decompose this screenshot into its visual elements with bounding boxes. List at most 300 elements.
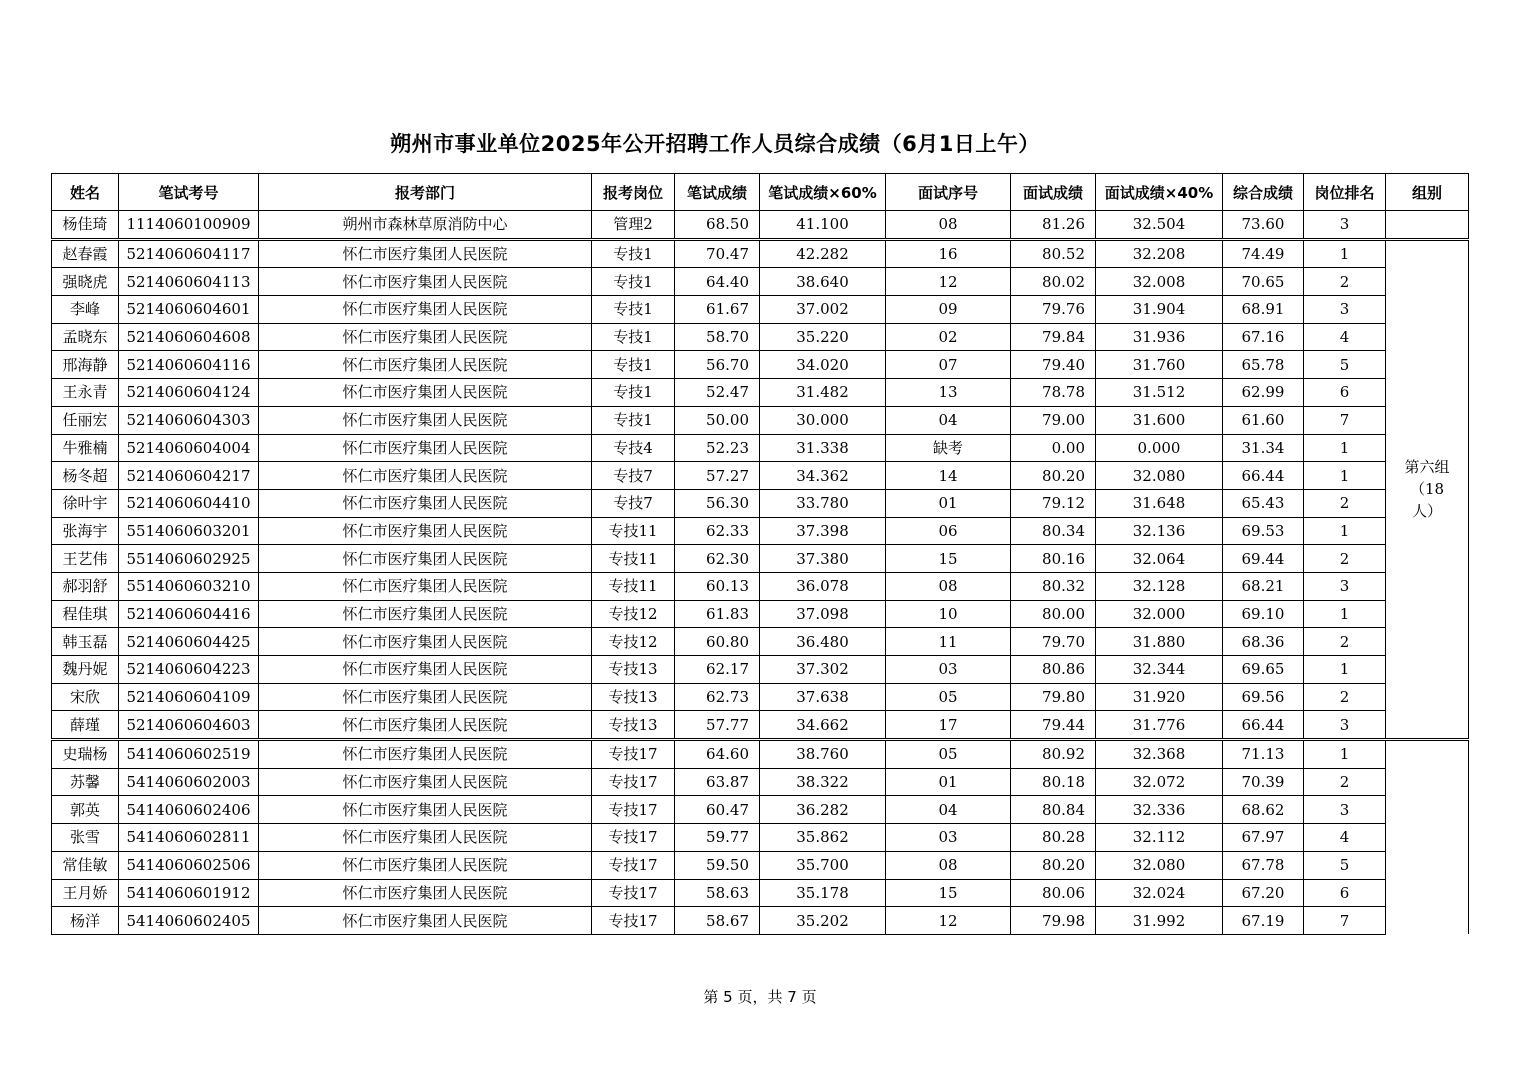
table-row xyxy=(52,379,1469,407)
interview-score-cell: 79.84 xyxy=(1011,323,1096,351)
department-cell: 怀仁市医疗集团人民医院 xyxy=(259,600,592,628)
name-cell: 赵春霞 xyxy=(52,239,119,268)
post-cell: 专技1 xyxy=(592,379,675,407)
rank-cell: 5 xyxy=(1304,351,1386,379)
post-cell: 专技17 xyxy=(592,851,675,879)
post-cell: 专技17 xyxy=(592,768,675,796)
interview-seq-cell: 13 xyxy=(886,379,1011,407)
post-cell: 专技17 xyxy=(592,796,675,824)
exam-id-cell: 5214060604416 xyxy=(119,600,259,628)
total-score-cell: 70.65 xyxy=(1223,268,1304,296)
post-cell: 专技4 xyxy=(592,434,675,462)
rank-cell: 1 xyxy=(1304,462,1386,490)
table-row xyxy=(52,740,1469,769)
post-cell: 专技11 xyxy=(592,572,675,600)
name-cell: 郝羽舒 xyxy=(52,572,119,600)
exam-id-cell: 5214060604303 xyxy=(119,406,259,434)
written-weighted-cell: 35.220 xyxy=(760,323,886,351)
interview-score-cell: 80.86 xyxy=(1011,656,1096,684)
post-cell: 专技1 xyxy=(592,323,675,351)
name-cell: 杨冬超 xyxy=(52,462,119,490)
department-cell: 怀仁市医疗集团人民医院 xyxy=(259,323,592,351)
interview-weighted-cell: 32.008 xyxy=(1096,268,1223,296)
post-cell: 专技17 xyxy=(592,824,675,852)
written-score-cell: 58.63 xyxy=(675,879,760,907)
interview-weighted-cell: 31.904 xyxy=(1096,296,1223,324)
total-score-cell: 67.78 xyxy=(1223,851,1304,879)
total-score-cell: 68.36 xyxy=(1223,628,1304,656)
rank-cell: 5 xyxy=(1304,851,1386,879)
rank-cell: 2 xyxy=(1304,268,1386,296)
rank-cell: 2 xyxy=(1304,768,1386,796)
interview-score-cell: 80.84 xyxy=(1011,796,1096,824)
written-score-cell: 68.50 xyxy=(675,211,760,240)
interview-seq-cell: 08 xyxy=(886,572,1011,600)
post-cell: 专技17 xyxy=(592,879,675,907)
interview-seq-cell: 15 xyxy=(886,879,1011,907)
department-cell: 怀仁市医疗集团人民医院 xyxy=(259,656,592,684)
interview-weighted-cell: 32.504 xyxy=(1096,211,1223,240)
total-score-cell: 67.20 xyxy=(1223,879,1304,907)
name-cell: 王永青 xyxy=(52,379,119,407)
name-cell: 张雪 xyxy=(52,824,119,852)
written-score-cell: 60.47 xyxy=(675,796,760,824)
total-score-cell: 74.49 xyxy=(1223,239,1304,268)
department-cell: 怀仁市医疗集团人民医院 xyxy=(259,545,592,573)
table-row xyxy=(52,489,1469,517)
department-cell: 怀仁市医疗集团人民医院 xyxy=(259,489,592,517)
interview-weighted-cell: 31.600 xyxy=(1096,406,1223,434)
interview-seq-cell: 02 xyxy=(886,323,1011,351)
department-cell: 怀仁市医疗集团人民医院 xyxy=(259,907,592,935)
rank-cell: 7 xyxy=(1304,406,1386,434)
exam-id-cell: 5414060602406 xyxy=(119,796,259,824)
written-score-cell: 59.50 xyxy=(675,851,760,879)
interview-score-cell: 80.92 xyxy=(1011,740,1096,769)
department-cell: 怀仁市医疗集团人民医院 xyxy=(259,768,592,796)
name-cell: 杨洋 xyxy=(52,907,119,935)
written-score-cell: 62.73 xyxy=(675,683,760,711)
written-score-cell: 70.47 xyxy=(675,239,760,268)
department-cell: 怀仁市医疗集团人民医院 xyxy=(259,711,592,740)
exam-id-cell: 5214060604425 xyxy=(119,628,259,656)
total-score-cell: 68.62 xyxy=(1223,796,1304,824)
exam-id-cell: 5214060604113 xyxy=(119,268,259,296)
interview-weighted-cell: 32.128 xyxy=(1096,572,1223,600)
table-row xyxy=(52,851,1469,879)
interview-seq-cell: 07 xyxy=(886,351,1011,379)
interview-score-cell: 78.78 xyxy=(1011,379,1096,407)
table-row xyxy=(52,572,1469,600)
name-cell: 薛瑾 xyxy=(52,711,119,740)
written-score-cell: 50.00 xyxy=(675,406,760,434)
table-row xyxy=(52,434,1469,462)
interview-seq-cell: 03 xyxy=(886,656,1011,684)
written-score-cell: 62.30 xyxy=(675,545,760,573)
name-cell: 王月娇 xyxy=(52,879,119,907)
post-cell: 专技1 xyxy=(592,296,675,324)
header-post-rank: 岗位排名 xyxy=(1304,174,1386,211)
name-cell: 程佳琪 xyxy=(52,600,119,628)
post-cell: 专技12 xyxy=(592,628,675,656)
post-cell: 专技1 xyxy=(592,406,675,434)
total-score-cell: 67.19 xyxy=(1223,907,1304,935)
written-score-cell: 61.83 xyxy=(675,600,760,628)
interview-weighted-cell: 31.512 xyxy=(1096,379,1223,407)
total-score-cell: 70.39 xyxy=(1223,768,1304,796)
group-label: 第六组（18人） xyxy=(1404,458,1450,521)
name-cell: 张海宇 xyxy=(52,517,119,545)
header-interview-score: 面试成绩 xyxy=(1011,174,1096,211)
written-weighted-cell: 37.380 xyxy=(760,545,886,573)
interview-score-cell: 79.76 xyxy=(1011,296,1096,324)
table-row xyxy=(52,711,1469,740)
rank-cell: 1 xyxy=(1304,740,1386,769)
name-cell: 强晓虎 xyxy=(52,268,119,296)
exam-id-cell: 5514060603210 xyxy=(119,572,259,600)
written-score-cell: 56.30 xyxy=(675,489,760,517)
department-cell: 怀仁市医疗集团人民医院 xyxy=(259,572,592,600)
interview-score-cell: 80.06 xyxy=(1011,879,1096,907)
written-weighted-cell: 38.760 xyxy=(760,740,886,769)
exam-id-cell: 5414060602519 xyxy=(119,740,259,769)
table-row xyxy=(52,462,1469,490)
written-weighted-cell: 37.302 xyxy=(760,656,886,684)
name-cell: 常佳敏 xyxy=(52,851,119,879)
rank-cell: 1 xyxy=(1304,517,1386,545)
interview-score-cell: 80.00 xyxy=(1011,600,1096,628)
rank-cell: 4 xyxy=(1304,323,1386,351)
total-score-cell: 65.43 xyxy=(1223,489,1304,517)
interview-seq-cell: 11 xyxy=(886,628,1011,656)
exam-id-cell: 5414060602811 xyxy=(119,824,259,852)
total-score-cell: 66.44 xyxy=(1223,462,1304,490)
interview-seq-cell: 缺考 xyxy=(886,434,1011,462)
rank-cell: 2 xyxy=(1304,683,1386,711)
interview-weighted-cell: 31.992 xyxy=(1096,907,1223,935)
name-cell: 杨佳琦 xyxy=(52,211,119,240)
exam-id-cell: 5214060604117 xyxy=(119,239,259,268)
table-row xyxy=(52,239,1469,268)
written-score-cell: 58.67 xyxy=(675,907,760,935)
table-row xyxy=(52,323,1469,351)
interview-score-cell: 79.70 xyxy=(1011,628,1096,656)
interview-score-cell: 79.12 xyxy=(1011,489,1096,517)
name-cell: 韩玉磊 xyxy=(52,628,119,656)
interview-score-cell: 80.20 xyxy=(1011,462,1096,490)
table-row xyxy=(52,796,1469,824)
interview-score-cell: 79.00 xyxy=(1011,406,1096,434)
interview-score-cell: 80.02 xyxy=(1011,268,1096,296)
total-score-cell: 65.78 xyxy=(1223,351,1304,379)
department-cell: 朔州市森林草原消防中心 xyxy=(259,211,592,240)
exam-id-cell: 5214060604217 xyxy=(119,462,259,490)
department-cell: 怀仁市医疗集团人民医院 xyxy=(259,268,592,296)
interview-weighted-cell: 31.880 xyxy=(1096,628,1223,656)
name-cell: 魏丹妮 xyxy=(52,656,119,684)
name-cell: 苏馨 xyxy=(52,768,119,796)
interview-score-cell: 81.26 xyxy=(1011,211,1096,240)
name-cell: 孟晓东 xyxy=(52,323,119,351)
total-score-cell: 62.99 xyxy=(1223,379,1304,407)
interview-score-cell: 80.20 xyxy=(1011,851,1096,879)
written-score-cell: 58.70 xyxy=(675,323,760,351)
table-row xyxy=(52,211,1469,240)
interview-seq-cell: 10 xyxy=(886,600,1011,628)
header-interview-weighted: 面试成绩×40% xyxy=(1096,174,1223,211)
interview-weighted-cell: 32.336 xyxy=(1096,796,1223,824)
exam-id-cell: 5514060602925 xyxy=(119,545,259,573)
interview-score-cell: 80.34 xyxy=(1011,517,1096,545)
exam-id-cell: 5214060604116 xyxy=(119,351,259,379)
interview-seq-cell: 12 xyxy=(886,268,1011,296)
exam-id-cell: 5214060604004 xyxy=(119,434,259,462)
page-title: 朔州市事业单位2025年公开招聘工作人员综合成绩（6月1日上午） xyxy=(390,132,1040,156)
interview-weighted-cell: 32.136 xyxy=(1096,517,1223,545)
name-cell: 牛雅楠 xyxy=(52,434,119,462)
interview-seq-cell: 01 xyxy=(886,489,1011,517)
written-weighted-cell: 42.282 xyxy=(760,239,886,268)
rank-cell: 3 xyxy=(1304,711,1386,740)
rank-cell: 2 xyxy=(1304,628,1386,656)
written-weighted-cell: 37.398 xyxy=(760,517,886,545)
group-cell-empty xyxy=(1386,211,1469,240)
interview-weighted-cell: 31.776 xyxy=(1096,711,1223,740)
post-cell: 专技17 xyxy=(592,740,675,769)
post-cell: 专技1 xyxy=(592,239,675,268)
written-score-cell: 52.47 xyxy=(675,379,760,407)
name-cell: 邢海静 xyxy=(52,351,119,379)
exam-id-cell: 1114060100909 xyxy=(119,211,259,240)
total-score-cell: 61.60 xyxy=(1223,406,1304,434)
written-weighted-cell: 34.362 xyxy=(760,462,886,490)
exam-id-cell: 5214060604223 xyxy=(119,656,259,684)
written-score-cell: 61.67 xyxy=(675,296,760,324)
interview-seq-cell: 16 xyxy=(886,239,1011,268)
interview-seq-cell: 14 xyxy=(886,462,1011,490)
exam-id-cell: 5214060604601 xyxy=(119,296,259,324)
header-name: 姓名 xyxy=(52,174,119,211)
written-weighted-cell: 33.780 xyxy=(760,489,886,517)
interview-score-cell: 79.80 xyxy=(1011,683,1096,711)
interview-seq-cell: 04 xyxy=(886,796,1011,824)
interview-weighted-cell: 31.936 xyxy=(1096,323,1223,351)
name-cell: 任丽宏 xyxy=(52,406,119,434)
name-cell: 宋欣 xyxy=(52,683,119,711)
department-cell: 怀仁市医疗集团人民医院 xyxy=(259,740,592,769)
total-score-cell: 73.60 xyxy=(1223,211,1304,240)
post-cell: 管理2 xyxy=(592,211,675,240)
post-cell: 专技11 xyxy=(592,545,675,573)
rank-cell: 1 xyxy=(1304,600,1386,628)
written-score-cell: 64.60 xyxy=(675,740,760,769)
interview-seq-cell: 05 xyxy=(886,683,1011,711)
department-cell: 怀仁市医疗集团人民医院 xyxy=(259,628,592,656)
post-cell: 专技1 xyxy=(592,351,675,379)
post-cell: 专技13 xyxy=(592,711,675,740)
group-cell-six xyxy=(1386,239,1469,739)
table-row xyxy=(52,824,1469,852)
interview-score-cell: 80.52 xyxy=(1011,239,1096,268)
interview-seq-cell: 08 xyxy=(886,211,1011,240)
interview-score-cell: 79.40 xyxy=(1011,351,1096,379)
interview-weighted-cell: 32.080 xyxy=(1096,462,1223,490)
interview-weighted-cell: 32.080 xyxy=(1096,851,1223,879)
table-row xyxy=(52,296,1469,324)
total-score-cell: 69.44 xyxy=(1223,545,1304,573)
interview-seq-cell: 08 xyxy=(886,851,1011,879)
post-cell: 专技17 xyxy=(592,907,675,935)
exam-id-cell: 5514060603201 xyxy=(119,517,259,545)
table-row xyxy=(52,656,1469,684)
header-exam-id: 笔试考号 xyxy=(119,174,259,211)
written-score-cell: 56.70 xyxy=(675,351,760,379)
group-cell-next xyxy=(1386,740,1469,935)
rank-cell: 2 xyxy=(1304,545,1386,573)
post-cell: 专技13 xyxy=(592,656,675,684)
exam-id-cell: 5214060604603 xyxy=(119,711,259,740)
scores-table xyxy=(51,173,1469,935)
header-interview-seq: 面试序号 xyxy=(886,174,1011,211)
written-score-cell: 60.13 xyxy=(675,572,760,600)
interview-seq-cell: 17 xyxy=(886,711,1011,740)
written-score-cell: 60.80 xyxy=(675,628,760,656)
table-body xyxy=(52,211,1469,935)
interview-seq-cell: 09 xyxy=(886,296,1011,324)
written-weighted-cell: 35.178 xyxy=(760,879,886,907)
rank-cell: 1 xyxy=(1304,656,1386,684)
name-cell: 徐叶宇 xyxy=(52,489,119,517)
total-score-cell: 68.91 xyxy=(1223,296,1304,324)
written-weighted-cell: 41.100 xyxy=(760,211,886,240)
written-weighted-cell: 38.322 xyxy=(760,768,886,796)
table-row xyxy=(52,768,1469,796)
interview-score-cell: 80.28 xyxy=(1011,824,1096,852)
rank-cell: 2 xyxy=(1304,489,1386,517)
interview-score-cell: 79.44 xyxy=(1011,711,1096,740)
rank-cell: 1 xyxy=(1304,434,1386,462)
department-cell: 怀仁市医疗集团人民医院 xyxy=(259,434,592,462)
post-cell: 专技7 xyxy=(592,489,675,517)
department-cell: 怀仁市医疗集团人民医院 xyxy=(259,296,592,324)
interview-weighted-cell: 32.344 xyxy=(1096,656,1223,684)
table-row xyxy=(52,683,1469,711)
total-score-cell: 67.16 xyxy=(1223,323,1304,351)
interview-seq-cell: 12 xyxy=(886,907,1011,935)
department-cell: 怀仁市医疗集团人民医院 xyxy=(259,351,592,379)
interview-score-cell: 80.18 xyxy=(1011,768,1096,796)
total-score-cell: 67.97 xyxy=(1223,824,1304,852)
rank-cell: 3 xyxy=(1304,572,1386,600)
interview-seq-cell: 05 xyxy=(886,740,1011,769)
total-score-cell: 31.34 xyxy=(1223,434,1304,462)
written-score-cell: 63.87 xyxy=(675,768,760,796)
department-cell: 怀仁市医疗集团人民医院 xyxy=(259,851,592,879)
written-score-cell: 64.40 xyxy=(675,268,760,296)
written-score-cell: 52.23 xyxy=(675,434,760,462)
exam-id-cell: 5414060602506 xyxy=(119,851,259,879)
written-weighted-cell: 31.338 xyxy=(760,434,886,462)
exam-id-cell: 5214060604109 xyxy=(119,683,259,711)
written-weighted-cell: 36.282 xyxy=(760,796,886,824)
written-weighted-cell: 37.098 xyxy=(760,600,886,628)
interview-weighted-cell: 32.368 xyxy=(1096,740,1223,769)
department-cell: 怀仁市医疗集团人民医院 xyxy=(259,824,592,852)
written-weighted-cell: 35.700 xyxy=(760,851,886,879)
department-cell: 怀仁市医疗集团人民医院 xyxy=(259,462,592,490)
interview-score-cell: 79.98 xyxy=(1011,907,1096,935)
total-score-cell: 69.10 xyxy=(1223,600,1304,628)
written-score-cell: 62.33 xyxy=(675,517,760,545)
table-row xyxy=(52,907,1469,935)
written-score-cell: 59.77 xyxy=(675,824,760,852)
header-written-score: 笔试成绩 xyxy=(675,174,760,211)
interview-weighted-cell: 31.760 xyxy=(1096,351,1223,379)
rank-cell: 3 xyxy=(1304,296,1386,324)
department-cell: 怀仁市医疗集团人民医院 xyxy=(259,517,592,545)
interview-weighted-cell: 32.064 xyxy=(1096,545,1223,573)
post-cell: 专技13 xyxy=(592,683,675,711)
table-row xyxy=(52,628,1469,656)
written-weighted-cell: 30.000 xyxy=(760,406,886,434)
table-row xyxy=(52,517,1469,545)
name-cell: 史瑞杨 xyxy=(52,740,119,769)
exam-id-cell: 5214060604608 xyxy=(119,323,259,351)
interview-seq-cell: 06 xyxy=(886,517,1011,545)
post-cell: 专技1 xyxy=(592,268,675,296)
written-weighted-cell: 35.202 xyxy=(760,907,886,935)
post-cell: 专技11 xyxy=(592,517,675,545)
exam-id-cell: 5414060601912 xyxy=(119,879,259,907)
total-score-cell: 69.65 xyxy=(1223,656,1304,684)
total-score-cell: 68.21 xyxy=(1223,572,1304,600)
interview-seq-cell: 01 xyxy=(886,768,1011,796)
header-written-weighted: 笔试成绩×60% xyxy=(760,174,886,211)
written-weighted-cell: 35.862 xyxy=(760,824,886,852)
post-cell: 专技12 xyxy=(592,600,675,628)
rank-cell: 6 xyxy=(1304,379,1386,407)
rank-cell: 7 xyxy=(1304,907,1386,935)
written-weighted-cell: 37.638 xyxy=(760,683,886,711)
written-weighted-cell: 36.078 xyxy=(760,572,886,600)
interview-weighted-cell: 0.000 xyxy=(1096,434,1223,462)
post-cell: 专技7 xyxy=(592,462,675,490)
header-total-score: 综合成绩 xyxy=(1223,174,1304,211)
total-score-cell: 69.56 xyxy=(1223,683,1304,711)
department-cell: 怀仁市医疗集团人民医院 xyxy=(259,406,592,434)
interview-weighted-cell: 32.072 xyxy=(1096,768,1223,796)
department-cell: 怀仁市医疗集团人民医院 xyxy=(259,796,592,824)
total-score-cell: 66.44 xyxy=(1223,711,1304,740)
table-row xyxy=(52,268,1469,296)
written-weighted-cell: 37.002 xyxy=(760,296,886,324)
total-score-cell: 69.53 xyxy=(1223,517,1304,545)
table-row xyxy=(52,545,1469,573)
written-score-cell: 62.17 xyxy=(675,656,760,684)
rank-cell: 3 xyxy=(1304,211,1386,240)
written-weighted-cell: 34.662 xyxy=(760,711,886,740)
name-cell: 李峰 xyxy=(52,296,119,324)
table-row xyxy=(52,351,1469,379)
header-post: 报考岗位 xyxy=(592,174,675,211)
interview-weighted-cell: 32.208 xyxy=(1096,239,1223,268)
written-score-cell: 57.27 xyxy=(675,462,760,490)
name-cell: 郭英 xyxy=(52,796,119,824)
rank-cell: 1 xyxy=(1304,239,1386,268)
table-row xyxy=(52,600,1469,628)
written-weighted-cell: 36.480 xyxy=(760,628,886,656)
interview-score-cell: 0.00 xyxy=(1011,434,1096,462)
